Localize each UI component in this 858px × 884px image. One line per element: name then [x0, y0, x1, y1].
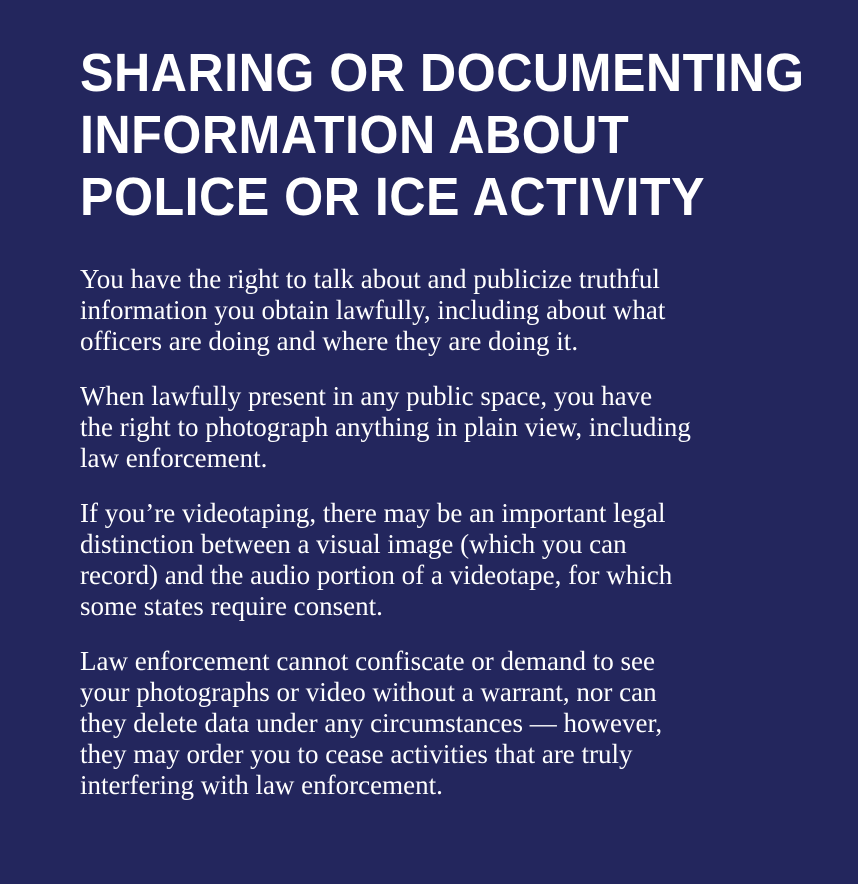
title-line: POLICE OR ICE ACTIVITY — [80, 167, 706, 227]
paragraph-line: the right to photograph anything in plain view, including — [80, 412, 691, 442]
paragraph-right-to-share — [80, 264, 780, 357]
paragraph-line: law enforcement. — [80, 443, 268, 473]
paragraph-line: they may order you to cease activities that are truly — [80, 739, 633, 769]
paragraph-line: If you’re videotaping, there may be an important legal — [80, 498, 666, 528]
paragraph-line: some states require consent. — [80, 591, 383, 621]
paragraph-line: Law enforcement cannot confiscate or demand to see — [80, 646, 655, 676]
paragraph-right-to-photograph — [80, 381, 780, 474]
paragraph-line: your photographs or video without a warrant, nor can — [80, 677, 657, 707]
title-line: SHARING OR DOCUMENTING — [80, 43, 805, 103]
paragraph-line: You have the right to talk about and publicize truthful — [80, 264, 660, 294]
paragraph-line: record) and the audio portion of a videotape, for which — [80, 560, 673, 590]
paragraph-line: When lawfully present in any public space, you have — [80, 381, 653, 411]
paragraph-line: distinction between a visual image (which you can — [80, 529, 627, 559]
paragraph-confiscation — [80, 646, 780, 801]
paragraph-line: they delete data under any circumstances — however, — [80, 708, 663, 738]
paragraph-line: interfering with law enforcement. — [80, 770, 443, 800]
page-title — [80, 42, 805, 228]
paragraph-line: officers are doing and where they are doing it. — [80, 326, 579, 356]
paragraph-line: information you obtain lawfully, including about what — [80, 295, 666, 325]
paragraph-videotaping — [80, 498, 780, 622]
title-line: INFORMATION ABOUT — [80, 105, 630, 165]
body-text — [80, 264, 798, 801]
